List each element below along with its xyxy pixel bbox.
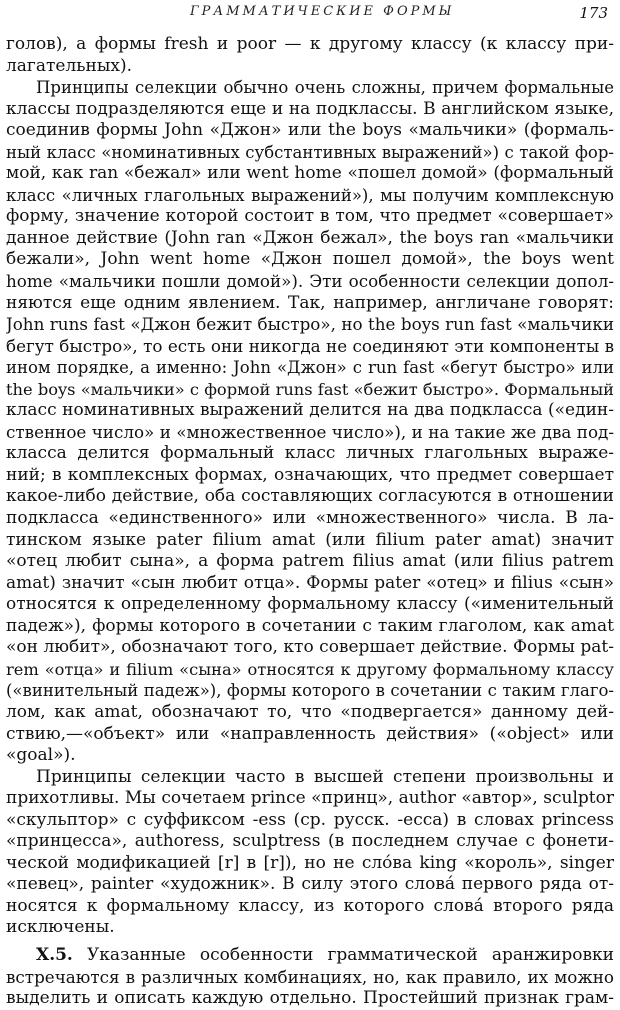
text-line: бежали», John went home «Джон пошел домой», the boys went	[6, 249, 614, 270]
text-line: соединив формы John «Джон» или the boys «мальчики» (формаль-	[6, 120, 614, 141]
text-line: лагательных).	[6, 55, 132, 76]
text-line: ственное число» и «множественное число»), и на такие же два под-	[6, 421, 614, 442]
section-number: X.5.	[36, 944, 73, 965]
running-title: ГРАММАТИЧЕСКИЕ ФОРМЫ	[190, 4, 455, 19]
text-line	[6, 945, 614, 967]
text-line-rest: Указанные особенности грамматической аранжировки	[72, 944, 614, 965]
text-line: John runs fast «Джон бежит быстро», но the boys run fast «мальчики	[6, 314, 614, 335]
text-line: носятся к формальному классу, из которого слова́ второго ряда	[6, 895, 614, 916]
text-line: «goal»).	[6, 745, 76, 766]
text-line: home «мальчики пошли домой»). Эти особенности селекции допол-	[6, 271, 614, 292]
text-line: Принципы селекции часто в высшей степени произвольны и	[36, 766, 614, 787]
paragraph-arbitrary-selection	[6, 767, 614, 939]
text-line: the boys «мальчики» с формой runs fast «бежит быстро». Формальный	[6, 379, 614, 399]
text-line: мой, как ran «бежал» или went home «пошел домой» (формальный	[6, 163, 614, 184]
text-line: Принципы селекции обычно очень сложны, причем формальные	[36, 78, 614, 98]
running-head	[0, 2, 620, 26]
text-line: ческой модификацией [r] в [r]), но не сло́ва king «король», singer	[6, 852, 614, 873]
text-line: ний; в комплексных формах, означающих, что предмет совершает	[6, 464, 614, 485]
text-line: исключены.	[6, 917, 115, 938]
text-line: класс номинативных выражений делится на два подкласса («един-	[6, 400, 614, 421]
text-line: «певец», painter «художник». В силу этого слова́ первого ряда от-	[6, 874, 614, 895]
text-line: тинском языке pater filium amat (или filium pater amat) значит	[6, 529, 614, 550]
body-text	[6, 34, 614, 1010]
text-line: amat) значит «сын любит отца». Формы pater «отец» и filius «сын»	[6, 572, 614, 593]
text-line: класс «личных глагольных выражений»), мы получим комплексную	[6, 185, 614, 205]
paragraph-selection-principles	[6, 77, 614, 767]
text-line: ный класс «номинативных субстантивных выражений») с такой фор-	[6, 142, 614, 162]
text-line: подкласса «единственного» или «множественного» числа. В ла-	[6, 508, 614, 529]
text-line: данное действие (John ran «Джон бежал», the boys ran «мальчики	[6, 227, 614, 248]
text-line: ином порядке, а именно: John «Джон» с run fast «бегут быстро» или	[6, 358, 614, 378]
text-line: «отец любит сына», а форма patrem filius amat (или filius patrem	[6, 551, 614, 572]
text-line: форму, значение которой состоит в том, что предмет «совершает»	[6, 206, 614, 227]
text-line: лом, как amat, обозначают то, что «подвергается» данному дей-	[6, 701, 614, 722]
text-line: выделить и описать каждую отдельно. Простейший признак грам-	[6, 988, 614, 1009]
text-line: класса делится формальный класс личных глагольных выраже-	[6, 443, 614, 464]
text-line: няются еще одним явлением. Так, например, англичане говорят:	[6, 292, 614, 313]
text-line: какое-либо действие, оба составляющих согласуются в отношении	[6, 486, 614, 507]
text-line: «он любит», обозначают того, кто совершает действие. Формы pat-	[6, 637, 614, 658]
text-line: бегут быстро», то есть они никогда не соединяют эти компоненты в	[6, 335, 614, 356]
text-line: прихотливы. Мы сочетаем prince «принц», author «автор», sculptor	[6, 788, 614, 809]
paragraph-continuation	[6, 34, 614, 77]
text-line: голов), а формы fresh и poor — к другому классу (к классу при-	[6, 34, 614, 54]
text-line: «принцесса», authoress, sculptress (в последнем случае с фонети-	[6, 831, 614, 852]
text-line: встречаются в различных комбинациях, но, как правило, их можно	[6, 966, 614, 987]
text-line: классы подразделяются еще и на подклассы. В английском языке,	[6, 98, 614, 119]
text-line: ствию,—«объект» или «направленность действия» («object» или	[6, 723, 614, 744]
text-line: падеж»), формы которого в сочетании с таким глаголом, как amat	[6, 615, 614, 636]
text-line: («винительный падеж»), формы которого в сочетании с таким глаго-	[6, 681, 614, 701]
text-line: относятся к определенному формальному классу («именительный	[6, 594, 614, 615]
paragraph-section-x5	[6, 945, 614, 1010]
text-line: «скульптор» с суффиксом -ess (ср. русск. -есса) в словах princess	[6, 809, 614, 830]
text-line: rem «отца» и filium «сына» относятся к другому формальному классу	[6, 659, 614, 679]
page-number: 173	[579, 4, 608, 22]
